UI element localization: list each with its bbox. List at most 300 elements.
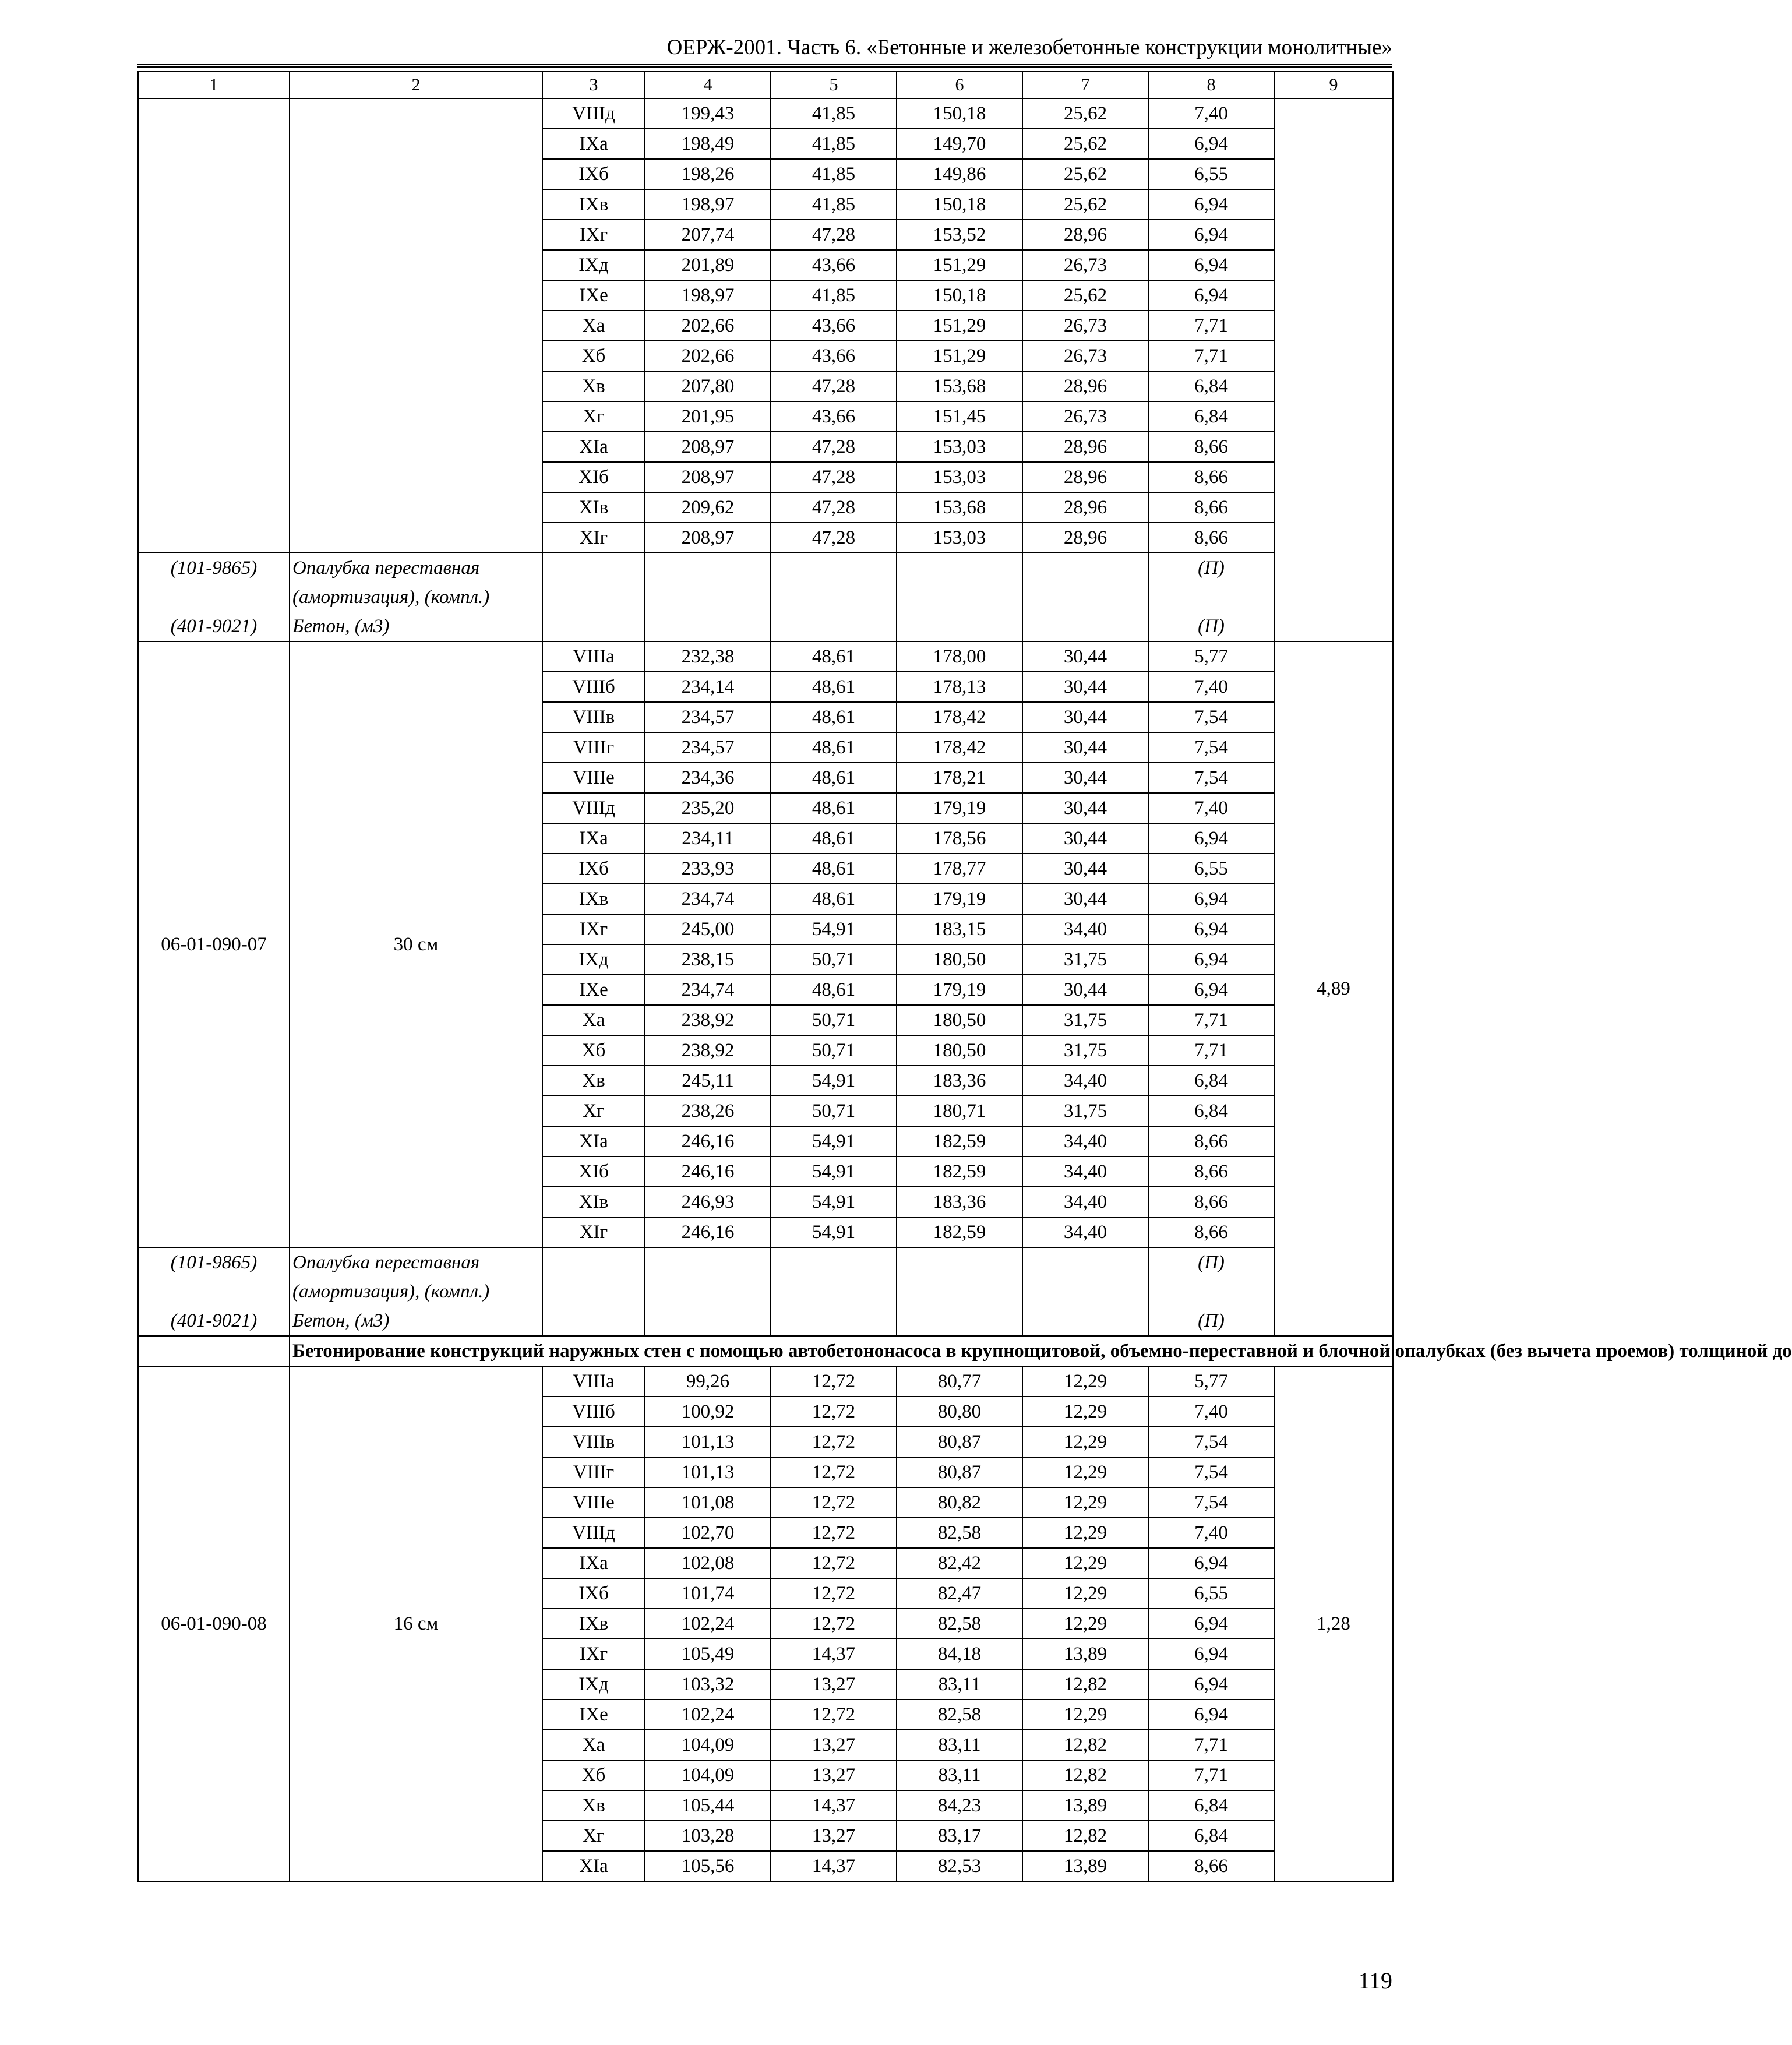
empty-cell (138, 583, 290, 612)
empty-cell (771, 612, 897, 641)
value-cell: 43,66 (771, 250, 897, 280)
zone-cell: XIа (542, 432, 645, 462)
value-cell: 150,18 (897, 189, 1022, 220)
zone-cell: Xб (542, 341, 645, 371)
value-cell: 25,62 (1022, 98, 1148, 129)
value-cell: 12,72 (771, 1518, 897, 1548)
value-cell: 12,29 (1022, 1548, 1148, 1578)
value-cell: 7,54 (1148, 1457, 1274, 1487)
value-cell: 82,53 (897, 1851, 1022, 1881)
value-cell: 182,59 (897, 1217, 1022, 1247)
value-cell: 47,28 (771, 371, 897, 401)
value-cell: 8,66 (1148, 1217, 1274, 1247)
value-cell: 48,61 (771, 884, 897, 914)
zone-cell: XIг (542, 523, 645, 553)
value-cell: 8,66 (1148, 1126, 1274, 1157)
resource-code: (401-9021) (138, 612, 290, 641)
value-cell: 103,28 (645, 1821, 771, 1851)
column-number-row (138, 72, 1393, 98)
value-cell: 47,28 (771, 492, 897, 523)
value-cell: 182,59 (897, 1157, 1022, 1187)
empty-cell (542, 1277, 645, 1306)
value-cell: 246,16 (645, 1126, 771, 1157)
value-cell: 202,66 (645, 311, 771, 341)
resource-name: Опалубка переставная (290, 1247, 542, 1277)
value-cell: 7,54 (1148, 763, 1274, 793)
resource-row-formwork (138, 553, 1393, 583)
value-cell: 179,19 (897, 975, 1022, 1005)
value-cell: 183,36 (897, 1187, 1022, 1217)
value-cell: 8,66 (1148, 432, 1274, 462)
value-cell: 246,16 (645, 1217, 771, 1247)
value-cell: 8,66 (1148, 1187, 1274, 1217)
empty-cell (1022, 612, 1148, 641)
value-cell: 41,85 (771, 159, 897, 189)
col9-value: 1,28 (1274, 1366, 1393, 1881)
empty-cell (1022, 1306, 1148, 1336)
value-cell: 238,92 (645, 1035, 771, 1066)
value-cell: 6,84 (1148, 401, 1274, 432)
value-cell: 25,62 (1022, 159, 1148, 189)
value-cell: 28,96 (1022, 371, 1148, 401)
empty-cell (771, 1306, 897, 1336)
zone-cell: IXб (542, 1578, 645, 1609)
value-cell: 201,89 (645, 250, 771, 280)
value-cell: 102,24 (645, 1609, 771, 1639)
zone-cell: VIIIд (542, 98, 645, 129)
column-number: 8 (1148, 72, 1274, 98)
resource-value: (П) (1148, 553, 1274, 583)
zone-cell: IXб (542, 159, 645, 189)
value-cell: 234,57 (645, 702, 771, 732)
value-cell: 179,19 (897, 793, 1022, 823)
zone-cell: IXа (542, 129, 645, 159)
value-cell: 13,27 (771, 1730, 897, 1760)
value-cell: 245,00 (645, 914, 771, 944)
value-cell: 80,87 (897, 1427, 1022, 1457)
value-cell: 83,11 (897, 1730, 1022, 1760)
value-cell: 234,36 (645, 763, 771, 793)
value-cell: 8,66 (1148, 1157, 1274, 1187)
value-cell: 149,86 (897, 159, 1022, 189)
value-cell: 6,84 (1148, 1096, 1274, 1126)
value-cell: 30,44 (1022, 975, 1148, 1005)
value-cell: 13,89 (1022, 1639, 1148, 1669)
value-cell: 84,18 (897, 1639, 1022, 1669)
empty-cell (1148, 583, 1274, 612)
value-cell: 198,49 (645, 129, 771, 159)
value-cell: 12,72 (771, 1548, 897, 1578)
value-cell: 6,94 (1148, 975, 1274, 1005)
value-cell: 6,94 (1148, 1639, 1274, 1669)
empty-cell (542, 1306, 645, 1336)
value-cell: 6,84 (1148, 1790, 1274, 1821)
zone-cell: VIIIг (542, 732, 645, 763)
value-cell: 30,44 (1022, 823, 1148, 854)
value-cell: 48,61 (771, 672, 897, 702)
value-cell: 180,50 (897, 1005, 1022, 1035)
table-body (138, 72, 1792, 1881)
value-cell: 80,87 (897, 1457, 1022, 1487)
value-cell: 183,15 (897, 914, 1022, 944)
rate-name: 16 см (290, 1366, 542, 1881)
value-cell: 151,45 (897, 401, 1022, 432)
value-cell: 28,96 (1022, 462, 1148, 492)
empty-cell (645, 1277, 771, 1306)
value-cell: 105,49 (645, 1639, 771, 1669)
value-cell: 102,70 (645, 1518, 771, 1548)
value-cell: 50,71 (771, 1096, 897, 1126)
value-cell: 48,61 (771, 702, 897, 732)
value-cell: 7,54 (1148, 1427, 1274, 1457)
value-cell: 12,29 (1022, 1397, 1148, 1427)
value-cell: 103,32 (645, 1669, 771, 1700)
value-cell: 12,29 (1022, 1427, 1148, 1457)
value-cell: 153,03 (897, 523, 1022, 553)
value-cell: 14,37 (771, 1639, 897, 1669)
value-cell: 48,61 (771, 732, 897, 763)
value-cell: 234,11 (645, 823, 771, 854)
value-cell: 47,28 (771, 220, 897, 250)
value-cell: 102,08 (645, 1548, 771, 1578)
value-cell: 6,94 (1148, 1700, 1274, 1730)
value-cell: 12,72 (771, 1609, 897, 1639)
value-cell: 25,62 (1022, 129, 1148, 159)
zone-cell: XIа (542, 1126, 645, 1157)
value-cell: 105,56 (645, 1851, 771, 1881)
value-cell: 6,84 (1148, 1066, 1274, 1096)
value-cell: 7,71 (1148, 341, 1274, 371)
zone-cell: VIIIб (542, 672, 645, 702)
value-cell: 34,40 (1022, 1217, 1148, 1247)
empty-cell (1148, 1277, 1274, 1306)
resource-name: (амортизация), (компл.) (290, 1277, 542, 1306)
empty-cell (645, 1247, 771, 1277)
empty-cell (771, 553, 897, 583)
resource-name: Бетон, (м3) (290, 612, 542, 641)
zone-cell: XIб (542, 462, 645, 492)
column-number: 9 (1274, 72, 1393, 98)
resource-name: (амортизация), (компл.) (290, 583, 542, 612)
value-cell: 208,97 (645, 462, 771, 492)
zone-cell: IXе (542, 1700, 645, 1730)
zone-cell: IXв (542, 884, 645, 914)
value-cell: 198,26 (645, 159, 771, 189)
column-number: 6 (897, 72, 1022, 98)
value-cell: 54,91 (771, 1157, 897, 1187)
value-cell: 7,71 (1148, 311, 1274, 341)
value-cell: 30,44 (1022, 641, 1148, 672)
value-cell: 12,72 (771, 1397, 897, 1427)
value-cell: 208,97 (645, 523, 771, 553)
value-cell: 13,89 (1022, 1851, 1148, 1881)
zone-cell: XIв (542, 492, 645, 523)
value-cell: 83,11 (897, 1669, 1022, 1700)
value-cell: 12,72 (771, 1427, 897, 1457)
value-cell: 245,11 (645, 1066, 771, 1096)
empty-cell (771, 1247, 897, 1277)
value-cell: 48,61 (771, 975, 897, 1005)
value-cell: 6,94 (1148, 823, 1274, 854)
value-cell: 50,71 (771, 1005, 897, 1035)
empty-cell (771, 1277, 897, 1306)
value-cell: 99,26 (645, 1366, 771, 1397)
empty-cell (1022, 553, 1148, 583)
zone-cell: IXе (542, 280, 645, 311)
value-cell: 7,40 (1148, 1397, 1274, 1427)
zone-cell: XIа (542, 1851, 645, 1881)
value-cell: 30,44 (1022, 884, 1148, 914)
value-cell: 12,29 (1022, 1487, 1148, 1518)
value-cell: 50,71 (771, 944, 897, 975)
value-cell: 12,29 (1022, 1609, 1148, 1639)
value-cell: 198,97 (645, 189, 771, 220)
value-cell: 246,16 (645, 1157, 771, 1187)
value-cell: 7,40 (1148, 793, 1274, 823)
empty-cell (1022, 583, 1148, 612)
rates-table (137, 71, 1792, 1882)
value-cell: 101,13 (645, 1457, 771, 1487)
value-cell: 178,00 (897, 641, 1022, 672)
zone-cell: VIIIд (542, 793, 645, 823)
value-cell: 151,29 (897, 341, 1022, 371)
value-cell: 43,66 (771, 311, 897, 341)
value-cell: 7,71 (1148, 1005, 1274, 1035)
column-number: 4 (645, 72, 771, 98)
value-cell: 6,94 (1148, 1548, 1274, 1578)
rate-code: 06-01-090-07 (138, 641, 290, 1247)
rate-code: 06-01-090-08 (138, 1366, 290, 1881)
empty-cell (897, 612, 1022, 641)
zone-cell: VIIIа (542, 641, 645, 672)
value-cell: 6,84 (1148, 371, 1274, 401)
value-cell: 235,20 (645, 793, 771, 823)
empty-cell (897, 583, 1022, 612)
zone-cell: XIв (542, 1187, 645, 1217)
value-cell: 13,27 (771, 1669, 897, 1700)
value-cell: 12,82 (1022, 1669, 1148, 1700)
value-cell: 183,36 (897, 1066, 1022, 1096)
rate-name (290, 98, 542, 553)
value-cell: 149,70 (897, 129, 1022, 159)
value-cell: 7,71 (1148, 1760, 1274, 1790)
zone-cell: Xг (542, 1096, 645, 1126)
value-cell: 13,89 (1022, 1790, 1148, 1821)
zone-cell: IXд (542, 1669, 645, 1700)
value-cell: 43,66 (771, 341, 897, 371)
value-cell: 82,47 (897, 1578, 1022, 1609)
value-cell: 41,85 (771, 280, 897, 311)
value-cell: 6,94 (1148, 220, 1274, 250)
empty-cell (542, 1247, 645, 1277)
value-cell: 178,42 (897, 732, 1022, 763)
value-cell: 41,85 (771, 98, 897, 129)
resource-value: (П) (1148, 1247, 1274, 1277)
zone-cell: Xа (542, 311, 645, 341)
value-cell: 101,74 (645, 1578, 771, 1609)
zone-cell: Xв (542, 1066, 645, 1096)
zone-cell: VIIIа (542, 1366, 645, 1397)
table-row (138, 641, 1393, 672)
empty-cell (542, 583, 645, 612)
value-cell: 180,50 (897, 944, 1022, 975)
value-cell: 6,94 (1148, 914, 1274, 944)
value-cell: 6,94 (1148, 280, 1274, 311)
value-cell: 7,71 (1148, 1730, 1274, 1760)
value-cell: 47,28 (771, 462, 897, 492)
zone-cell: Xг (542, 1821, 645, 1851)
table-row (138, 1366, 1393, 1397)
column-number: 1 (138, 72, 290, 98)
zone-cell: Xв (542, 371, 645, 401)
value-cell: 30,44 (1022, 672, 1148, 702)
value-cell: 34,40 (1022, 914, 1148, 944)
value-cell: 153,03 (897, 432, 1022, 462)
value-cell: 47,28 (771, 432, 897, 462)
resource-row-formwork (138, 1247, 1393, 1277)
value-cell: 7,54 (1148, 1487, 1274, 1518)
value-cell: 12,29 (1022, 1366, 1148, 1397)
value-cell: 30,44 (1022, 854, 1148, 884)
value-cell: 30,44 (1022, 732, 1148, 763)
empty-cell (138, 1277, 290, 1306)
value-cell: 47,28 (771, 523, 897, 553)
value-cell: 208,97 (645, 432, 771, 462)
value-cell: 6,94 (1148, 250, 1274, 280)
value-cell: 48,61 (771, 854, 897, 884)
value-cell: 153,52 (897, 220, 1022, 250)
zone-cell: IXд (542, 944, 645, 975)
value-cell: 234,57 (645, 732, 771, 763)
value-cell: 30,44 (1022, 702, 1148, 732)
value-cell: 7,71 (1148, 1035, 1274, 1066)
value-cell: 31,75 (1022, 1035, 1148, 1066)
value-cell: 234,74 (645, 975, 771, 1005)
empty-cell (542, 553, 645, 583)
zone-cell: Xа (542, 1730, 645, 1760)
value-cell: 182,59 (897, 1126, 1022, 1157)
resource-value: (П) (1148, 1306, 1274, 1336)
value-cell: 8,66 (1148, 492, 1274, 523)
value-cell: 6,94 (1148, 884, 1274, 914)
zone-cell: IXв (542, 1609, 645, 1639)
value-cell: 80,77 (897, 1366, 1022, 1397)
value-cell: 151,29 (897, 311, 1022, 341)
value-cell: 104,09 (645, 1760, 771, 1790)
zone-cell: IXд (542, 250, 645, 280)
resource-row-concrete (138, 612, 1393, 641)
value-cell: 28,96 (1022, 220, 1148, 250)
resource-name: Опалубка переставная (290, 553, 542, 583)
value-cell: 80,82 (897, 1487, 1022, 1518)
value-cell: 48,61 (771, 823, 897, 854)
rate-code (138, 98, 290, 553)
value-cell: 8,66 (1148, 462, 1274, 492)
zone-cell: Xв (542, 1790, 645, 1821)
value-cell: 153,68 (897, 371, 1022, 401)
zone-cell: VIIIд (542, 1518, 645, 1548)
value-cell: 7,54 (1148, 702, 1274, 732)
value-cell: 178,56 (897, 823, 1022, 854)
value-cell: 83,17 (897, 1821, 1022, 1851)
value-cell: 31,75 (1022, 1005, 1148, 1035)
value-cell: 202,66 (645, 341, 771, 371)
resource-value: (П) (1148, 612, 1274, 641)
value-cell: 34,40 (1022, 1187, 1148, 1217)
value-cell: 13,27 (771, 1760, 897, 1790)
empty-cell (897, 1277, 1022, 1306)
value-cell: 12,82 (1022, 1821, 1148, 1851)
column-number: 2 (290, 72, 542, 98)
value-cell: 12,29 (1022, 1700, 1148, 1730)
col9-value (1274, 98, 1393, 641)
empty-cell (645, 612, 771, 641)
value-cell: 34,40 (1022, 1066, 1148, 1096)
value-cell: 48,61 (771, 793, 897, 823)
value-cell: 7,54 (1148, 732, 1274, 763)
value-cell: 238,92 (645, 1005, 771, 1035)
running-header: ОЕРЖ-2001. Часть 6. «Бетонные и железобетонные конструкции монолитные» (137, 34, 1392, 68)
value-cell: 12,29 (1022, 1457, 1148, 1487)
value-cell: 101,08 (645, 1487, 771, 1518)
value-cell: 84,23 (897, 1790, 1022, 1821)
zone-cell: VIIIб (542, 1397, 645, 1427)
value-cell: 12,29 (1022, 1518, 1148, 1548)
value-cell: 82,58 (897, 1609, 1022, 1639)
value-cell: 6,94 (1148, 1609, 1274, 1639)
value-cell: 5,77 (1148, 1366, 1274, 1397)
resource-row-formwork-cont (138, 583, 1393, 612)
resource-row-formwork-cont (138, 1277, 1393, 1306)
empty-cell (771, 583, 897, 612)
value-cell: 82,42 (897, 1548, 1022, 1578)
value-cell: 12,72 (771, 1457, 897, 1487)
zone-cell: VIIIе (542, 763, 645, 793)
zone-cell: Xг (542, 401, 645, 432)
zone-cell: IXг (542, 1639, 645, 1669)
resource-code: (401-9021) (138, 1306, 290, 1336)
value-cell: 26,73 (1022, 401, 1148, 432)
empty-cell (645, 583, 771, 612)
value-cell: 28,96 (1022, 523, 1148, 553)
value-cell: 151,29 (897, 250, 1022, 280)
value-cell: 102,24 (645, 1700, 771, 1730)
resource-code: (101-9865) (138, 553, 290, 583)
value-cell: 6,94 (1148, 1669, 1274, 1700)
zone-cell: IXа (542, 1548, 645, 1578)
value-cell: 43,66 (771, 401, 897, 432)
value-cell: 14,37 (771, 1790, 897, 1821)
value-cell: 8,66 (1148, 1851, 1274, 1881)
value-cell: 178,21 (897, 763, 1022, 793)
section-row (138, 1336, 1393, 1366)
value-cell: 80,80 (897, 1397, 1022, 1427)
table-row (138, 98, 1393, 129)
value-cell: 28,96 (1022, 432, 1148, 462)
value-cell: 12,72 (771, 1700, 897, 1730)
value-cell: 209,62 (645, 492, 771, 523)
value-cell: 234,14 (645, 672, 771, 702)
value-cell: 6,55 (1148, 159, 1274, 189)
value-cell: 178,13 (897, 672, 1022, 702)
value-cell: 233,93 (645, 854, 771, 884)
value-cell: 238,26 (645, 1096, 771, 1126)
value-cell: 179,19 (897, 884, 1022, 914)
value-cell: 48,61 (771, 763, 897, 793)
zone-cell: IXв (542, 189, 645, 220)
value-cell: 31,75 (1022, 944, 1148, 975)
value-cell: 12,72 (771, 1578, 897, 1609)
